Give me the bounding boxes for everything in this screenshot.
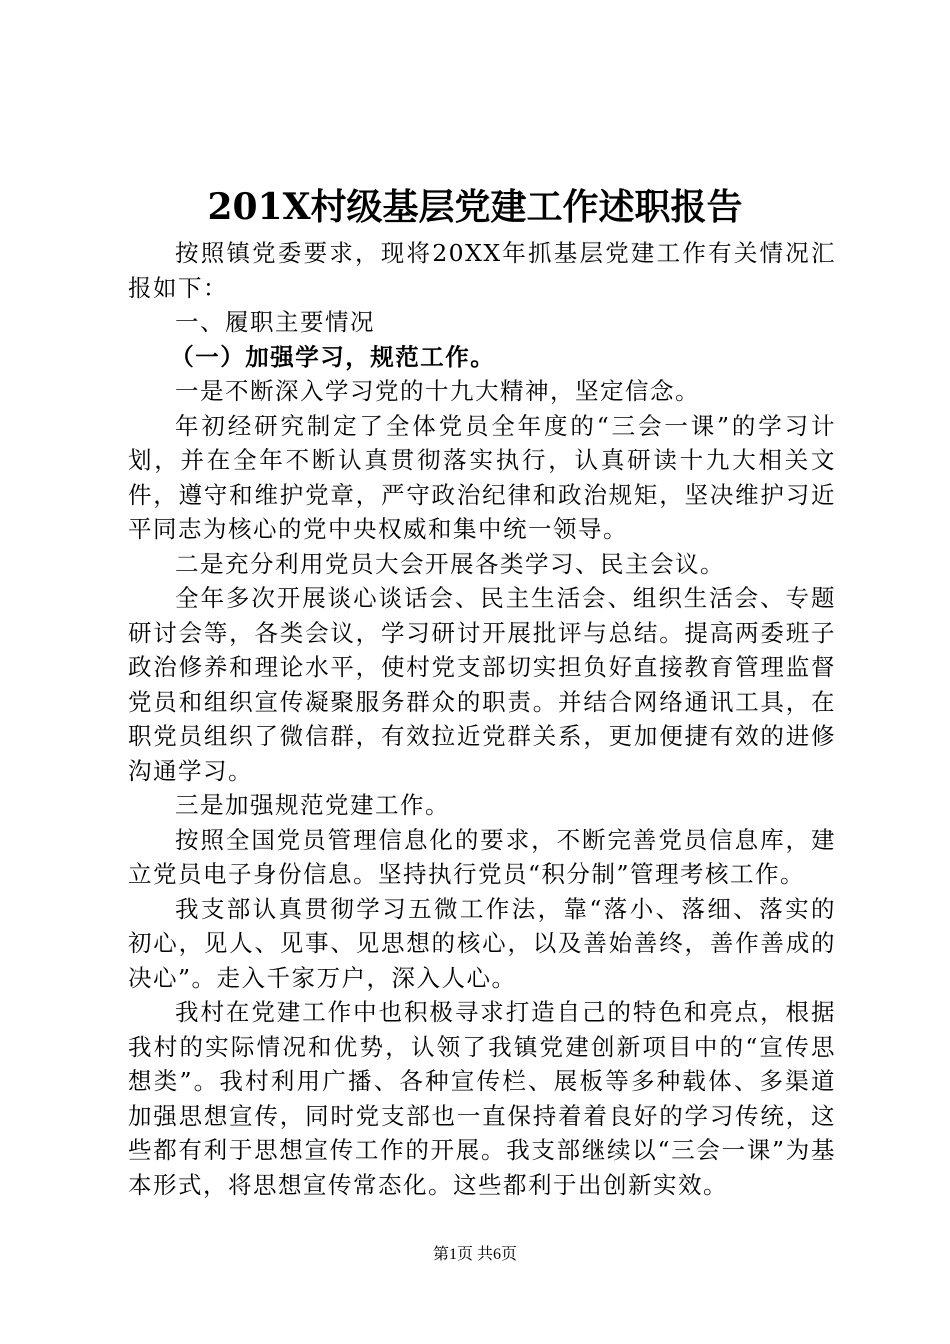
page-number-footer: 第1页 共6页 [432, 1246, 517, 1263]
body-paragraph: 二是充分利用党员大会开展各类学习、民主会议。 [175, 549, 725, 578]
document-title: 201X村级基层党建工作述职报告 [207, 186, 743, 228]
intro-paragraph: 按照镇党委要求，现将20XX年抓基层党建工作有关情况汇报如下： [128, 239, 836, 302]
body-paragraph: 三是加强规范党建工作。 [175, 791, 450, 819]
document-body [128, 236, 836, 1202]
body-paragraph: 全年多次开展谈心谈话会、民主生活会、组织生活会、专题研讨会等，各类会议，学习研讨开展批评与总结。提高两委班子政治修养和理论水平，使村党支部切实担负好直接教育管理监督党员和组织宣传凝聚服务群众的职责。并结合网络通讯工具，在职党员组织了微信群，有效拉近党群关系，更加便捷有效的进修沟通学习。 [128, 584, 836, 785]
subsection-heading: （一）加强学习，规范工作。 [170, 342, 496, 371]
section-heading: 一、履职主要情况 [175, 308, 375, 336]
body-paragraph: 我支部认真贯彻学习五微工作法，靠“落小、落细、落实的初心，见人、见事、见思想的核心，以及善始善终，善作善成的决心”。走入千家万户，深入人心。 [128, 894, 836, 992]
body-paragraph: 一是不断深入学习党的十九大精神，坚定信念。 [175, 377, 700, 405]
body-paragraph: 我村在党建工作中也积极寻求打造自己的特色和亮点，根据我村的实际情况和优势，认领了我镇党建创新项目中的“宣传思想类”。我村利用广播、各种宣传栏、展板等多种载体、多渠道加强思想宣传，同时党支部也一直保持着着良好的学习传统，这些都有利于思想宣传工作的开展。我支部继续以“三会一课”为基本形式，将思想宣传常态化。这些都利于出创新实效。 [128, 998, 836, 1199]
body-paragraph: 年初经研究制定了全体党员全年度的“三会一课”的学习计划，并在全年不断认真贯彻落实执行，认真研读十九大相关文件，遵守和维护党章，严守政治纪律和政治规矩，坚决维护习近平同志为核心的党中央权威和集中统一领导。 [128, 411, 836, 543]
body-paragraph: 按照全国党员管理信息化的要求，不断完善党员信息库，建立党员电子身份信息。坚持执行党员“积分制”管理考核工作。 [128, 825, 836, 888]
